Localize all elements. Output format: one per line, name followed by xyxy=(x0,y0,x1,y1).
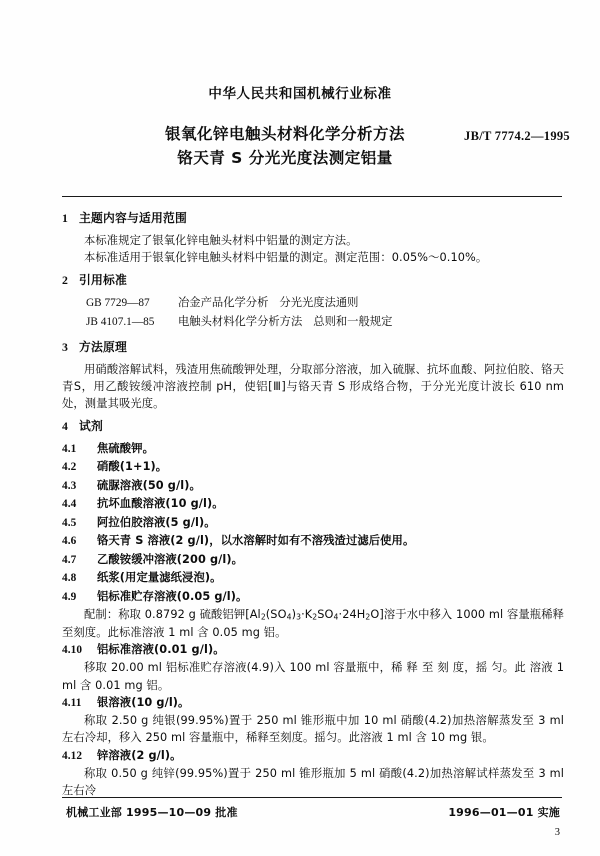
reagent-item-4-6 xyxy=(62,532,564,551)
reference-id: GB 7729—87 xyxy=(86,296,150,309)
reference-item xyxy=(62,313,564,332)
reagent-number: 4.12 xyxy=(62,749,83,762)
section-number-2: 2 xyxy=(62,273,69,288)
reagent-item-4-10 xyxy=(62,641,564,660)
reagent-number: 4.6 xyxy=(62,535,77,548)
header-divider xyxy=(62,196,562,197)
reagent-item-4-3 xyxy=(62,477,564,496)
document-body xyxy=(62,213,564,799)
reagent-text: 铝标准溶液(0.01 g/l)。 xyxy=(97,642,225,656)
reagent-text: 纸浆(用定量滤纸浸泡)。 xyxy=(97,571,222,585)
reagent-item-4-11 xyxy=(62,694,564,713)
reagent-item-4-7 xyxy=(62,551,564,570)
reagent-text: 锌溶液(2 g/l)。 xyxy=(97,748,182,762)
reagent-item-4-8 xyxy=(62,569,564,588)
reagent-text: 银溶液(10 g/l)。 xyxy=(97,695,190,709)
reagent-number: 4.1 xyxy=(62,442,77,455)
reagent-4-11-preparation: 称取 2.50 g 纯银(99.95%)置于 250 ml 锥形瓶中加 10 ml 硝酸(4.2)加热溶解蒸发至 3 ml 左右冷却，移入 250 ml 容量瓶中，稀释至刻度。摇匀。此溶液 1 ml 含 10 mg 银。 xyxy=(62,714,564,745)
section-number-4: 4 xyxy=(62,419,69,434)
reagent-item-4-2 xyxy=(62,458,564,477)
effective-date-text: 1996—01—01 实施 xyxy=(448,806,560,819)
reagent-item-4-9 xyxy=(62,588,564,607)
reagent-text: 铝标准贮存溶液(0.05 g/l)。 xyxy=(97,589,248,603)
reagent-number: 4.2 xyxy=(62,461,77,474)
formula-sub: 2 xyxy=(260,613,266,623)
reference-name-part-b: 分光光度法通则 xyxy=(279,295,359,309)
reagent-text: 硫脲溶液(50 g/l)。 xyxy=(97,478,201,492)
page-number: 3 xyxy=(554,827,560,838)
standard-number: JB/T 7774.2—1995 xyxy=(464,129,570,144)
document-footer xyxy=(66,804,560,820)
reference-name xyxy=(178,296,358,309)
reagent-number: 4.5 xyxy=(62,516,77,529)
formula-sub: 2 xyxy=(312,613,318,623)
reagent-text: 铬天青 S 溶液(2 g/l)，以水溶解时如有不溶残渣过滤后使用。 xyxy=(97,534,415,548)
formula-mid: ) xyxy=(291,608,297,622)
reference-name-part-a: 电触头材料化学分析方法 xyxy=(178,315,303,329)
reagent-number: 4.3 xyxy=(62,479,77,492)
reagent-number: 4.4 xyxy=(62,498,77,511)
formula-mid: ·K xyxy=(301,608,313,622)
reagent-text: 硝酸(1+1)。 xyxy=(97,460,168,474)
section-title-2: 引用标准 xyxy=(79,273,127,288)
reagent-4-9-preparation xyxy=(62,606,564,641)
formula-mid: SO xyxy=(317,608,334,622)
approval-text: 机械工业部 1995—10—09 批准 xyxy=(66,806,238,819)
section-number-3: 3 xyxy=(62,339,69,354)
reagent-4-12-preparation: 称取 0.50 g 纯锌(99.95%)置于 250 ml 锥形瓶加 5 ml 硝酸(4.2)加热溶解试样蒸发至 3 ml 左右冷 xyxy=(62,767,564,798)
reagent-text: 乙酸铵缓冲溶液(200 g/l)。 xyxy=(97,552,244,566)
reference-name xyxy=(178,315,392,328)
formula-sub: 4 xyxy=(333,613,339,623)
reagent-item-4-1 xyxy=(62,440,564,459)
section-title-3: 方法原理 xyxy=(79,339,127,354)
section-title-4: 试剂 xyxy=(79,419,103,434)
section-heading-2 xyxy=(62,275,564,287)
section-number-1: 1 xyxy=(62,211,69,225)
issuing-organization-line: 中华人民共和国机械行业标准 xyxy=(208,86,392,102)
reference-name-part-b: 总则和一般规定 xyxy=(313,315,393,329)
section-heading-3 xyxy=(62,339,564,354)
title-row xyxy=(0,122,600,170)
formula-mid: O]溶于水中移入 1000 ml 容量瓶稀释至刻 xyxy=(62,608,565,639)
formula-prefix: 配制：称取 0.8792 g 硫酸铝钾[Al xyxy=(84,608,261,622)
formula-mid: (SO xyxy=(265,608,287,622)
reagent-text: 抗坏血酸溶液(10 g/l)。 xyxy=(97,497,224,511)
reagent-number: 4.9 xyxy=(62,590,77,603)
document-header xyxy=(0,86,600,170)
reference-item xyxy=(62,294,564,313)
section-heading-4 xyxy=(62,421,564,433)
reagent-number: 4.11 xyxy=(62,696,82,709)
footer-divider xyxy=(62,797,562,798)
section-heading-1 xyxy=(62,213,564,225)
title-line-2: 铬天青 S 分光光度法测定铝量 xyxy=(177,149,393,168)
formula-sub: 4 xyxy=(286,613,292,623)
section-title-1: 主题内容与适用范围 xyxy=(79,211,187,225)
reagent-number: 4.7 xyxy=(62,553,77,566)
reagent-text: 焦硫酸钾。 xyxy=(97,441,154,455)
formula-tail: 度。此标准溶液 1 ml 含 0.05 mg 铝。 xyxy=(84,625,287,639)
formula-sub: 2 xyxy=(365,613,371,623)
reagent-number: 4.8 xyxy=(62,572,77,585)
formula-mid: ·24H xyxy=(338,608,366,622)
reagent-item-4-4 xyxy=(62,495,564,514)
reference-name-part-a: 冶金产品化学分析 xyxy=(178,295,269,309)
reagent-number: 4.10 xyxy=(62,643,83,656)
section-3-paragraph-1: 用硝酸溶解试料，残渣用焦硫酸钾处理，分取部分溶液，加入硫脲、抗坏血酸、阿拉伯胶、铬天青S，用乙酸铵缓冲溶液控制 pH，使铝[Ⅲ]与铬天青 S 形成络合物，于分光光度计波长 610 nm 处，测量其吸光度。 xyxy=(62,362,564,411)
reference-id: JB 4107.1—85 xyxy=(86,316,155,329)
section-1-paragraph-1: 本标准规定了银氧化锌电触头材料中铝量的测定方法。 xyxy=(84,233,358,247)
reagent-item-4-5 xyxy=(62,514,564,533)
formula-sub: 3 xyxy=(296,613,302,623)
reagent-text: 阿拉伯胶溶液(5 g/l)。 xyxy=(97,515,216,529)
reagent-item-4-12 xyxy=(62,747,564,766)
title-line-1: 银氧化锌电触头材料化学分析方法 xyxy=(164,125,405,144)
section-1-paragraph-2: 本标准适用于银氧化锌电触头材料中铝量的测定。测定范围：0.05%～0.10%。 xyxy=(84,250,488,264)
reagent-4-10-preparation: 移取 20.00 ml 铝标准贮存溶液(4.9)入 100 ml 容量瓶中，稀 释 至 刻 度，摇 匀。此 溶液 1 ml 含 0.01 mg 铝。 xyxy=(62,661,564,692)
